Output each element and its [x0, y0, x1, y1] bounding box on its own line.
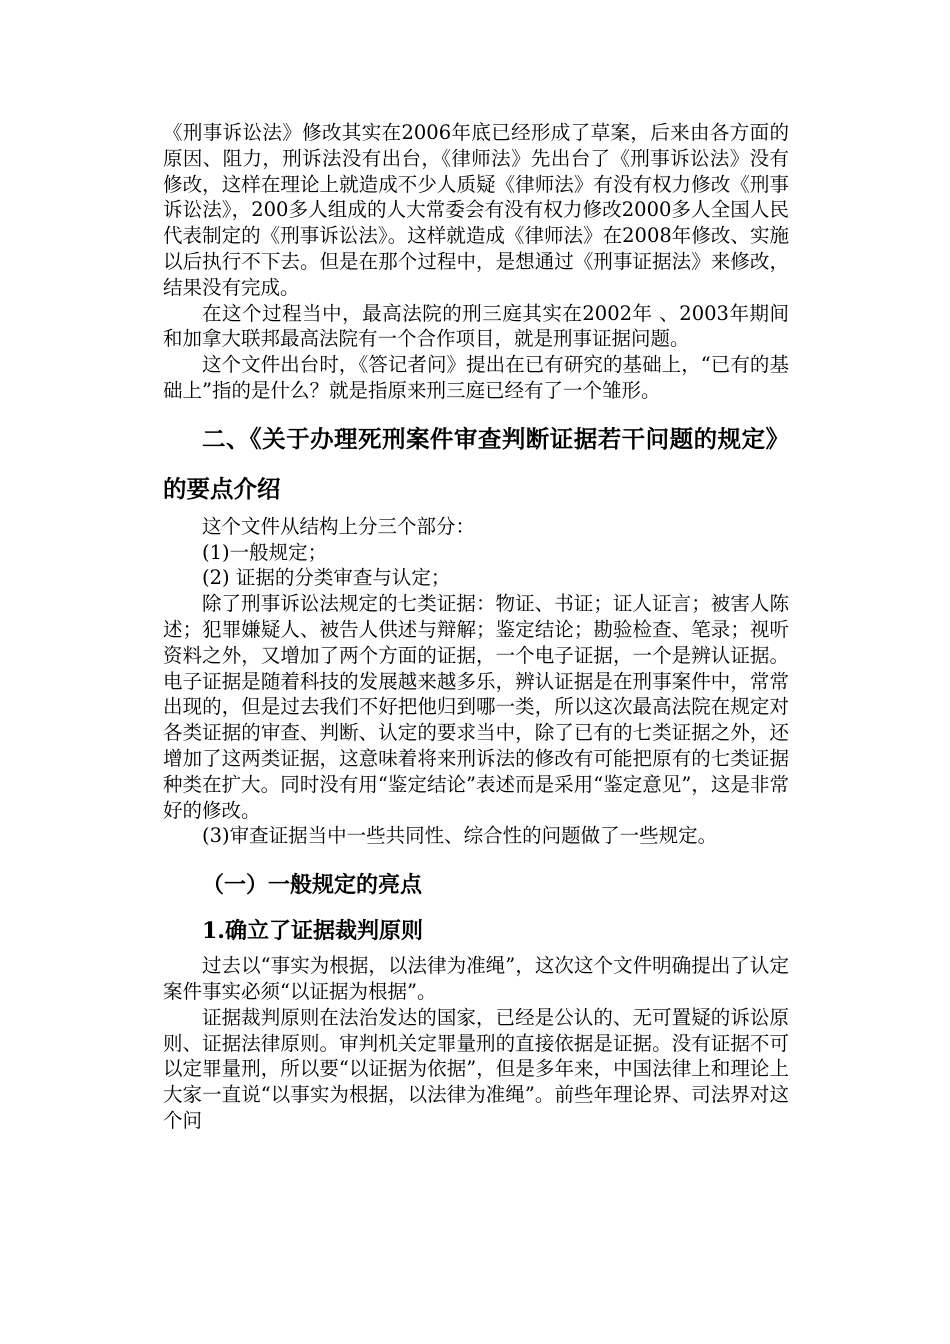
structure-item-3: (3)审查证据当中一些共同性、综合性的问题做了一些规定。 — [202, 824, 718, 848]
structure-intro: 这个文件从结构上分三个部分： — [202, 514, 476, 538]
paragraph-reporter-qa: 这个文件出台时，《答记者问》提出在已有研究的基础上，“已有的基础上”指的是什么？就是指原来刑三庭已经有了一个雏形。 — [163, 353, 789, 402]
section-two-heading: 二、《关于办理死刑案件审查判断证据若干问题的规定》的要点介绍 — [163, 424, 789, 503]
subsection-heading: （一）一般规定的亮点 — [202, 872, 423, 899]
paragraph-evidence-types: 除了刑事诉讼法规定的七类证据：物证、书证；证人证言；被害人陈述；犯罪嫌疑人、被告人供述与辩解；鉴定结论；勘验检查、笔录；视听资料之外，又增加了两个方面的证据，一个电子证据，一个是辨认证据。电子证据是随着科技的发展越来越多乐，辨认证据是在刑事案件中，常常出现的，但是过去我们不好把他归到哪一类，所以这次最高法院在规定对各类证据的审查、判断、认定的要求当中，除了已有的七类证据之外，还增加了这两类证据，这意味着将来刑诉法的修改有可能把原有的七类证据种类在扩大。同时没有用“鉴定结论”表述而是采用“鉴定意见”，这是非常好的修改。 — [163, 592, 789, 822]
point-heading: 1.确立了证据裁判原则 — [202, 918, 423, 945]
paragraph-evidence-basis: 过去以“事实为根据，以法律为准绳”，这次这个文件明确提出了认定案件事实必须“以证据为根据”。 — [163, 954, 789, 1003]
structure-item-2: (2) 证据的分类审查与认定； — [202, 566, 451, 590]
structure-item-1: (1)一般规定； — [202, 540, 328, 564]
paragraph-evidence-principle: 证据裁判原则在法治发达的国家，已经是公认的、无可置疑的诉讼原则、证据法律原则。审判机关定罪量刑的直接依据是证据。没有证据不可以定罪量刑，所以要“以证据为依据”，但是多年来，中国法律上和理论上大家一直说“以事实为根据，以法律为准绳”。前些年理论界、司法界对这个问 — [163, 1005, 789, 1132]
paragraph-supreme-court-project: 在这个过程当中，最高法院的刑三庭其实在2002年 、2003年期间和加拿大联邦最高法院有一个合作项目，就是刑事证据问题。 — [163, 301, 789, 351]
paragraph-criminal-procedure-draft: 《刑事诉讼法》修改其实在2006年底已经形成了草案，后来由各方面的原因、阻力，刑诉法没有出台，《律师法》先出台了《刑事诉讼法》没有修改，这样在理论上就造成不少人质疑《律师法》有没有权力修改《刑事诉讼法》，200多人组成的人大常委会有没有权力修改2000多人全国人民代表制定的《刑事诉讼法》。这样就造成《律师法》在2008年修改、实施以后执行不下去。但是在那个过程中，是想通过《刑事证据法》来修改，结果没有完成。 — [163, 121, 789, 299]
document-page — [163, 120, 789, 1134]
